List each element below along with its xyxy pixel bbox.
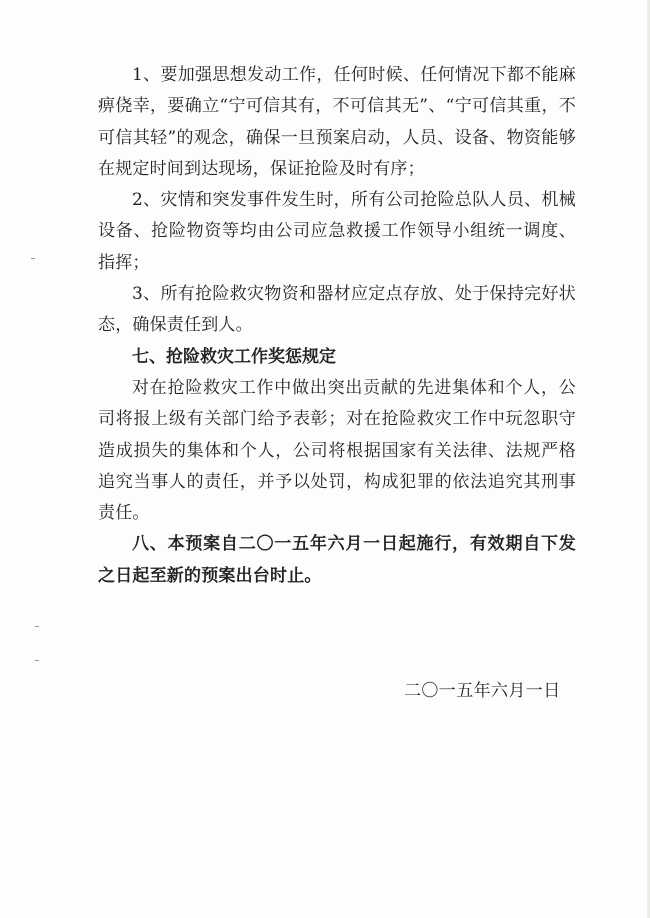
scan-mark [31, 258, 35, 259]
document-date: 二〇一五年六月一日 [404, 681, 561, 701]
section-seven-heading: 七、抢险救灾工作奖惩规定 [132, 346, 336, 367]
paragraph-item-1: 1、要加强思想发动工作，任何时候、任何情况下都不能麻痹侥幸，要确立“宁可信其有，不可信其无”、“宁可信其重，不可信其轻”的观念，确保一旦预案启动，人员、设备、物资能够在规定时间到达现场，保证抢险及时有序； [98, 65, 576, 179]
scan-mark [35, 660, 39, 661]
paragraph-item-3: 3、所有抢险救灾物资和器材应定点存放、处于保持完好状态，确保责任到人。 [98, 284, 576, 336]
section-seven-body: 对在抢险救灾工作中做出突出贡献的先进集体和个人，公司将报上级有关部门给予表彰；对在抢险救灾工作中玩忽职守造成损失的集体和个人，公司将根据国家有关法律、法规严格追究当事人的责任，并予以处罚，构成犯罪的依法追究其刑事责任。 [98, 377, 576, 524]
section-eight-paragraph: 八、本预案自二〇一五年六月一日起施行，有效期自下发之日起至新的预案出台时止。 [98, 534, 576, 586]
paragraph-item-2: 2、灾情和突发事件发生时，所有公司抢险总队人员、机械设备、抢险物资等均由公司应急救援工作领导小组统一调度、指挥； [98, 190, 576, 273]
scan-mark [35, 626, 39, 627]
document-body [98, 60, 576, 592]
